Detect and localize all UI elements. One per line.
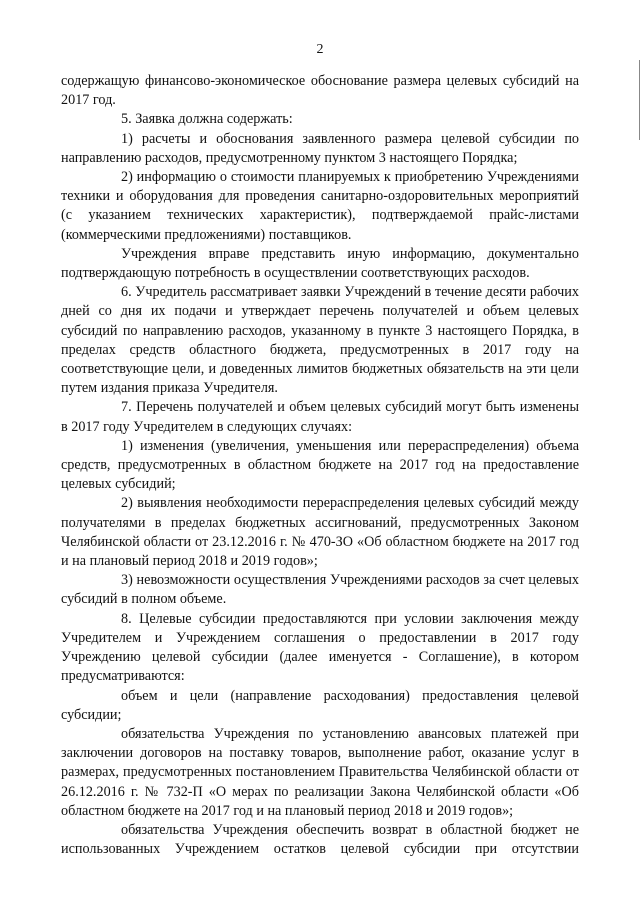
- paragraph: 2) информацию о стоимости планируемых к приобретению Учреждениями техники и оборудования для проведения санитарно-оздоровительных мероприятий (с указанием технических характеристик), подтверждаемой прайс-листами (коммерческими предложениями) поставщиков.: [61, 169, 579, 243]
- paragraph: 5. Заявка должна содержать:: [121, 111, 293, 128]
- paragraph: объем и цели (направление расходования) предоставления целевой субсидии;: [61, 687, 579, 723]
- paragraph: содержащую финансово-экономическое обоснование размера целевых субсидий на 2017 год.: [61, 73, 579, 109]
- paragraph: 6. Учредитель рассматривает заявки Учреждений в течение десяти рабочих дней со дня их подачи и утверждает перечень получателей и объем целевых субсидий по направлению расходов, указанному в пункте 3 настоящего Порядка, в пределах средств областного бюджета, предусмотренных в 2017 году на соответствующие цели, и доведенных лимитов бюджетных обязательств на эти цели путем издания приказа Учредителя.: [61, 284, 579, 397]
- paragraph: Учреждения вправе представить иную информацию, документально подтверждающую потребность в осуществлении соответствующих расходов.: [61, 245, 579, 282]
- paragraph: 7. Перечень получателей и объем целевых субсидий могут быть изменены в 2017 году Учредителем в следующих случаях:: [61, 399, 579, 435]
- paragraph: обязательства Учреждения обеспечить возврат в областной бюджет не использованных Учреждением остатков целевой субсидии при отсутствии: [61, 821, 579, 858]
- paragraph: 1) изменения (увеличения, уменьшения или перераспределения) объема средств, предусмотренных в областном бюджете на 2017 год на предоставление целевых субсидий;: [61, 437, 579, 493]
- paragraph: обязательства Учреждения по установлению авансовых платежей при заключении договоров на поставку товаров, выполнение работ, оказание услуг в размерах, предусмотренных постановлением Правительства Челябинской области от 26.12.2016 г. № 732-П «О мерах по реализации Закона Челябинской области «Об областном бюджете на 2017 год и на плановый период 2018 и 2019 годов»;: [61, 725, 579, 819]
- paragraph: 8. Целевые субсидии предоставляются при условии заключения между Учредителем и Учреждением соглашения о предоставлении в 2017 году Учреждению целевой субсидии (далее именуется - Соглашение), в котором предусматриваются:: [61, 610, 579, 685]
- page-number: 2: [316, 42, 324, 57]
- paragraph: 3) невозможности осуществления Учреждениями расходов за счет целевых субсидий в полном объеме.: [61, 572, 579, 608]
- paragraph: 1) расчеты и обоснования заявленного размера целевой субсидии по направлению расходов, предусмотренному пунктом 3 настоящего Порядка;: [61, 130, 579, 166]
- paragraph: 2) выявления необходимости перераспределения целевых субсидий между получателями в пределах бюджетных ассигнований, предусмотренных Законом Челябинской области от 23.12.2016 г. № 470-ЗО «Об областном бюджете на 2017 год и на плановый период 2018 и 2019 годов»;: [61, 495, 579, 570]
- document-body: [61, 72, 579, 859]
